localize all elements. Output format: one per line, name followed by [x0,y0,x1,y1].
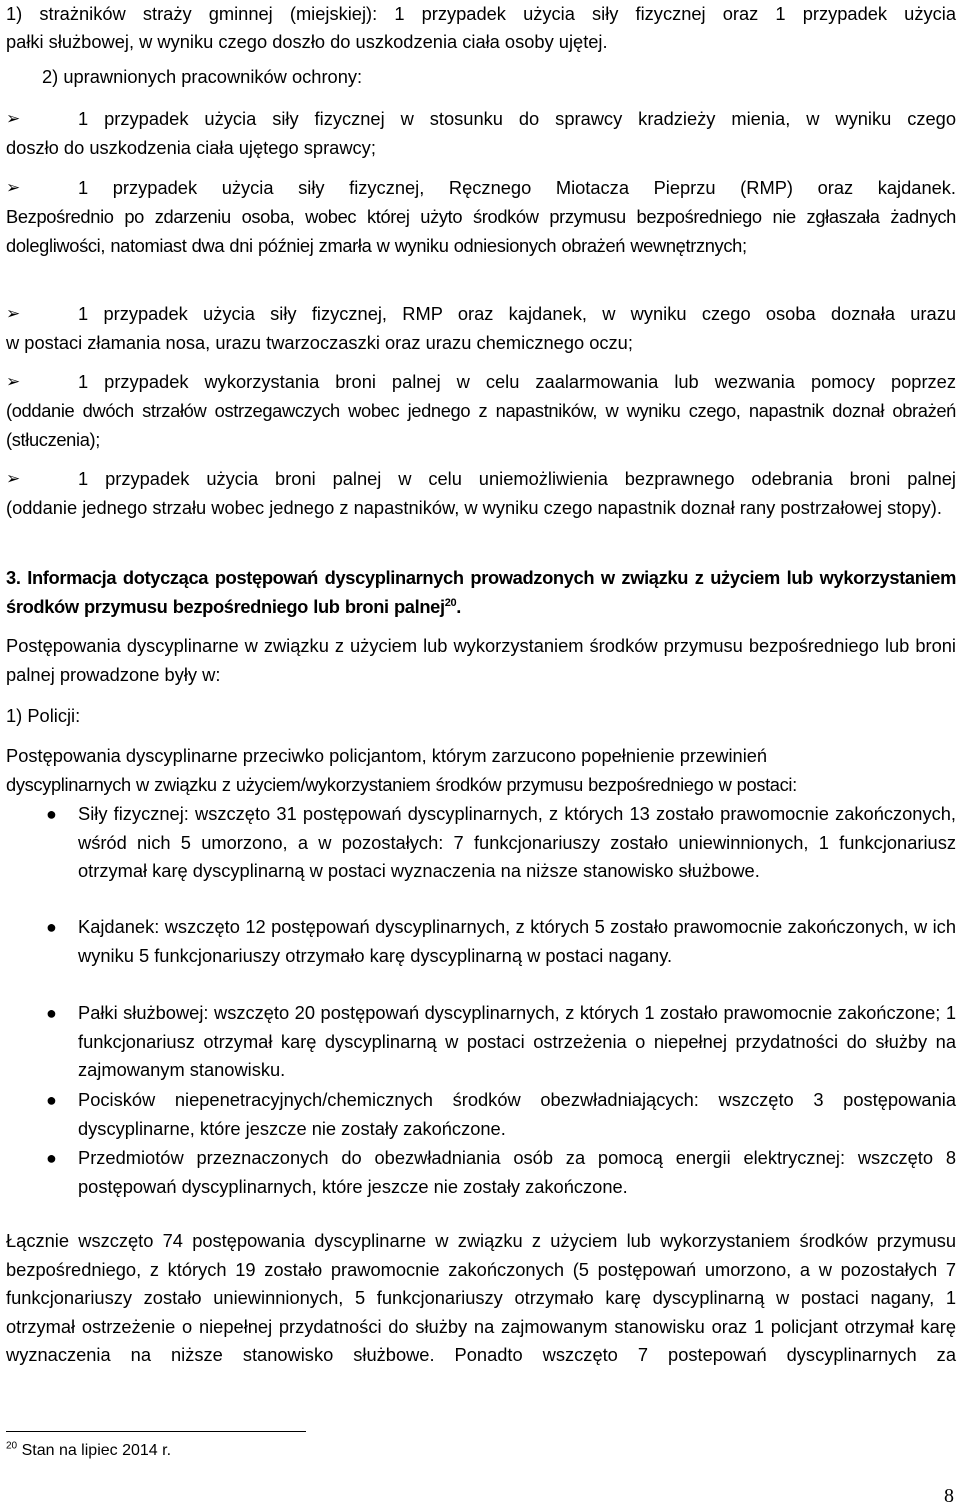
bullet-icon: ● [46,1090,57,1110]
police-heading: 1) Policji: [6,705,81,726]
bullet-icon: ● [46,1003,57,1023]
bullet-item-2: Kajdanek: wszczęto 12 postępowań dyscyplinarnych, z których 5 zostało prawomocnie zakończonych, w ich wyniku 5 funkcjonariuszy otrzymało karę dyscyplinarną w postaci nagany. [78,916,956,966]
disciplinary-intro: Postępowania dyscyplinarne w związku z użyciem lub wykorzystaniem środków przymusu bezpośredniego lub broni palnej prowadzone były w: [6,635,956,685]
arrow-bullet-icon: ➢ [6,304,21,324]
footnote-ref: 20 [444,596,457,609]
police-line-1: Postępowania dyscyplinarne przeciwko policjantom, którym zarzucono popełnienie przewinień [6,745,768,766]
bullet-icon: ● [46,804,57,824]
arrow-item-2-rest: Bezpośrednio po zdarzeniu osoba, wobec której użyto środków przymusu bezpośredniego nie zgłaszała żadnych dolegliwości, natomiast dwa dni później zmarła w wyniku odniesionych obrażeń wewnętrznych; [6,206,956,256]
summary-paragraph: Łącznie wszczęto 74 postępowania dyscyplinarne w związku z użyciem lub wykorzystaniem środków przymusu bezpośredniego, z których 19 zostało prawomocnie zakończonych (5 postępowań umorzono, a w pozostałych 7 funkcjonariuszy zostało uniewinnionych, 5 funkcjonariuszy otrzymało karę dyscyplinarną w postaci nagany, 1 otrzymał ostrzeżenie o niepełnej przydatności do służby na zajmowanym stanowisku oraz 1 policjant otrzymał karę wyznaczenia na niższe stanowisko służbowe. Ponadto wszczęto 7 postepowań dyscyplinarnych za [6,1230,956,1365]
arrow-item-3-rest: w postaci złamania nosa, urazu twarzoczaszki oraz urazu chemicznego oczu; [6,332,633,353]
arrow-bullet-icon: ➢ [6,372,21,392]
arrow-bullet-icon: ➢ [6,469,21,489]
section-3-heading-text: 3. Informacja dotycząca postępowań dyscyplinarnych prowadzonych w związku z użyciem lub wykorzystaniem środków przymusu bezpośredniego lub broni palnej [6,567,956,617]
top-line-1: 1) strażników straży gminnej (miejskiej): 1 przypadek użycia siły fizycznej oraz 1 przypadek użycia [6,3,956,24]
footnote-text: Stan na lipiec 2014 r. [21,1442,172,1459]
section-3-heading-end: . [456,595,461,617]
bullet-item-3: Pałki służbowej: wszczęto 20 postępowań dyscyplinarnych, z których 1 zostało prawomocnie zakończone; 1 funkcjonariusz otrzymał karę dyscyplinarną w postaci ostrzeżenia o niepełnej przydatności do służby na zajmowanym stanowisku. [78,1002,956,1080]
footnote-number: 20 [6,1440,18,1452]
arrow-item-4-first: 1 przypadek wykorzystania broni palnej w celu zaalarmowania lub wezwania pomocy poprzez [78,371,956,392]
page-number: 8 [944,1485,954,1507]
arrow-item-1-first: 1 przypadek użycia siły fizycznej w stosunku do sprawcy kradzieży mienia, w wyniku czego [78,108,956,129]
footnote [6,1440,171,1462]
bullet-icon: ● [46,917,57,937]
police-line-2: dyscyplinarnych w związku z użyciem/wykorzystaniem środków przymusu bezpośredniego w postaci: [6,774,797,795]
arrow-bullet-icon: ➢ [6,109,21,129]
arrow-bullet-icon: ➢ [6,178,21,198]
bullet-item-4: Pocisków niepenetracyjnych/chemicznych środków obezwładniających: wszczęto 3 postępowania dyscyplinarne, które jeszcze nie zostały zakończone. [78,1089,956,1139]
arrow-item-5-rest: (oddanie jednego strzału wobec jednego z napastników, w wyniku czego napastnik doznał rany postrzałowej stopy). [6,497,942,518]
section-3-heading [6,564,956,621]
section-2-heading: 2) uprawnionych pracowników ochrony: [42,66,363,87]
bullet-item-5: Przedmiotów przeznaczonych do obezwładniania osób za pomocą energii elektrycznej: wszczęto 8 postępowań dyscyplinarnych, które jeszcze nie zostały zakończone. [78,1147,956,1197]
arrow-item-2-first: 1 przypadek użycia siły fizycznej, Ręcznego Miotacza Pieprzu (RMP) oraz kajdanek. [78,177,956,198]
arrow-item-3-first: 1 przypadek użycia siły fizycznej, RMP oraz kajdanek, w wyniku czego osoba doznała urazu [78,303,956,324]
arrow-item-1-rest: doszło do uszkodzenia ciała ujętego sprawcy; [6,137,376,158]
footnote-separator [6,1431,306,1432]
arrow-item-4-rest: (oddanie dwóch strzałów ostrzegawczych wobec jednego z napastników, w wyniku czego, napastnik doznał obrażeń (stłuczenia); [6,400,956,450]
top-line-2: pałki służbowej, w wyniku czego doszło do uszkodzenia ciała osoby ujętej. [6,31,608,52]
bullet-item-1: Siły fizycznej: wszczęto 31 postępowań dyscyplinarnych, z których 13 zostało prawomocnie zakończonych, wśród nich 5 umorzono, a w pozostałych: 7 funkcjonariuszy zostało uniewinnionych, 1 funkcjonariusz otrzymał karę dyscyplinarną w postaci wyznaczenia na niższe stanowisko służbowe. [78,803,956,881]
bullet-icon: ● [46,1148,57,1168]
arrow-item-5-first: 1 przypadek użycia broni palnej w celu uniemożliwienia bezprawnego odebrania broni palnej [78,468,956,489]
